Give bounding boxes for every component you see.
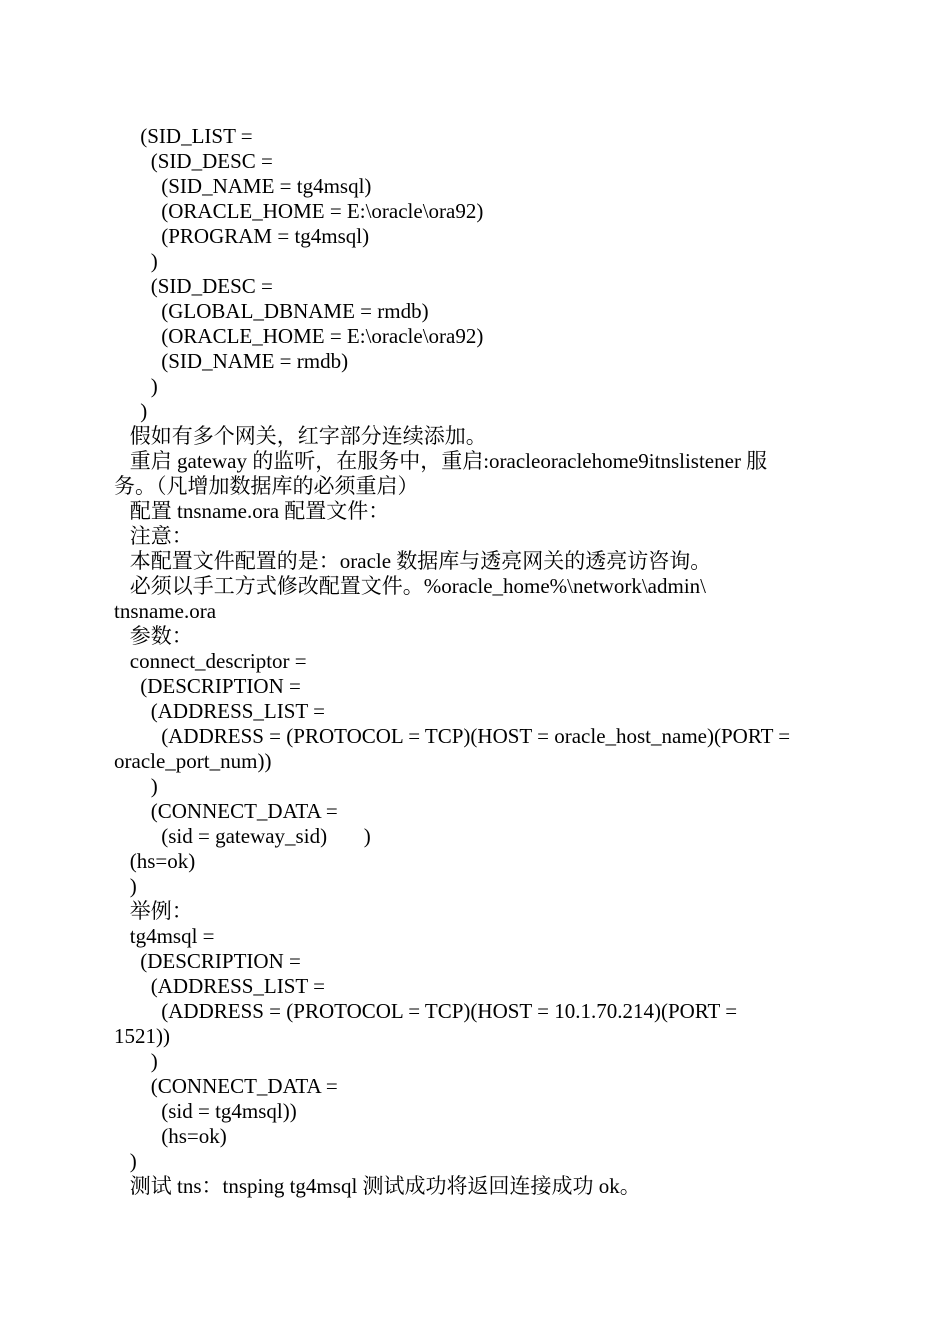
text-line: 务。（凡增加数据库的必须重启）: [114, 474, 419, 498]
text-line: ): [114, 874, 137, 898]
text-line: (DESCRIPTION =: [114, 674, 301, 698]
text-line: 本配置文件配置的是：oracle 数据库与透亮网关的透亮访咨询。: [114, 549, 712, 573]
text-line: (SID_DESC =: [114, 274, 273, 298]
text-line: (hs=ok): [114, 1124, 227, 1148]
text-line: 必须以手工方式修改配置文件。%oracle_home%\network\admin\: [114, 574, 706, 598]
text-line: (SID_DESC =: [114, 149, 273, 173]
text-line: ): [114, 399, 148, 423]
text-line: (SID_LIST =: [114, 124, 253, 148]
text-line: (ADDRESS = (PROTOCOL = TCP)(HOST = 10.1.70.214)(PORT =: [114, 999, 738, 1023]
text-line: 假如有多个网关，红字部分连续添加。: [114, 424, 487, 448]
text-line: (GLOBAL_DBNAME = rmdb): [114, 299, 429, 323]
text-line: (sid = gateway_sid) ): [114, 824, 371, 848]
text-line: (ADDRESS = (PROTOCOL = TCP)(HOST = oracle_host_name)(PORT =: [114, 724, 791, 748]
text-line: 1521)): [114, 1024, 170, 1048]
text-line: 举例：: [114, 899, 193, 923]
text-line: ): [114, 1049, 158, 1073]
text-line: (PROGRAM = tg4msql): [114, 224, 370, 248]
text-line: 测试 tns：tnsping tg4msql 测试成功将返回连接成功 ok。: [114, 1174, 641, 1198]
text-line: connect_descriptor =: [114, 649, 307, 673]
text-line: (sid = tg4msql)): [114, 1099, 297, 1123]
text-line: (CONNECT_DATA =: [114, 1074, 338, 1098]
text-line: 参数：: [114, 624, 193, 648]
text-line: (ADDRESS_LIST =: [114, 699, 325, 723]
text-line: tnsname.ora: [114, 599, 217, 623]
text-line: ): [114, 774, 158, 798]
text-line: (SID_NAME = rmdb): [114, 349, 349, 373]
text-line: (SID_NAME = tg4msql): [114, 174, 372, 198]
text-line: (ORACLE_HOME = E:\oracle\ora92): [114, 199, 484, 223]
text-line: (ADDRESS_LIST =: [114, 974, 325, 998]
text-line: 配置 tnsname.ora 配置文件：: [114, 499, 390, 523]
text-line: (DESCRIPTION =: [114, 949, 301, 973]
document-body: [114, 124, 844, 1199]
text-line: 重启 gateway 的监听，在服务中，重启:oracleoraclehome9itnslistener 服: [114, 449, 768, 473]
text-line: ): [114, 1149, 137, 1173]
text-line: 注意：: [114, 524, 193, 548]
text-line: tg4msql =: [114, 924, 215, 948]
text-line: (CONNECT_DATA =: [114, 799, 338, 823]
text-line: oracle_port_num)): [114, 749, 272, 773]
text-line: (hs=ok): [114, 849, 196, 873]
text-line: ): [114, 249, 158, 273]
text-line: (ORACLE_HOME = E:\oracle\ora92): [114, 324, 484, 348]
text-line: ): [114, 374, 158, 398]
